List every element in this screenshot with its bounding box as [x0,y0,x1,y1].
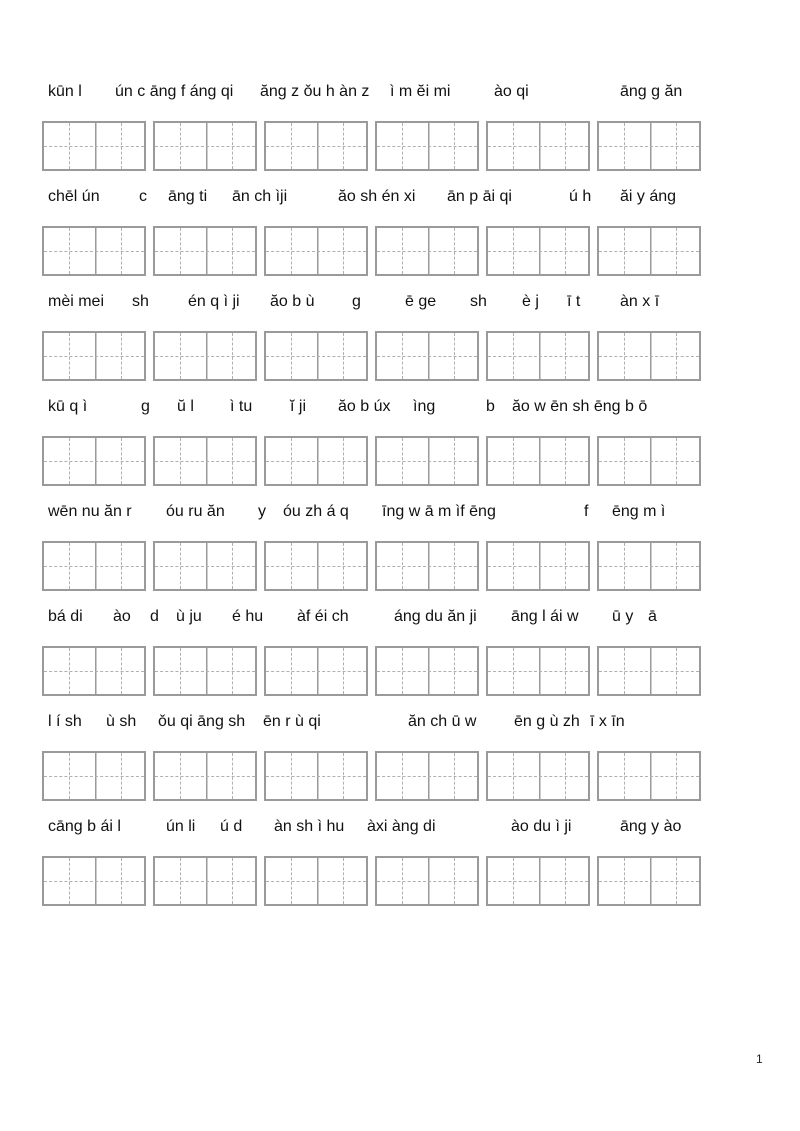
pinyin-segment: én q ì ji [188,293,240,310]
character-box-pair[interactable] [153,541,257,591]
character-box-pair[interactable] [153,856,257,906]
pinyin-segment: l í sh [48,713,82,730]
character-box-pair[interactable] [153,751,257,801]
character-box-pair[interactable] [486,331,590,381]
pinyin-segment: f [584,503,589,520]
pinyin-segment: sh [132,293,149,310]
pinyin-segment: ăi y áng [620,188,677,205]
character-box-pair[interactable] [42,331,146,381]
character-box-pair[interactable] [153,646,257,696]
character-box-pair[interactable] [486,541,590,591]
pinyin-segment: àxi àng di [367,818,436,835]
character-box-pair[interactable] [153,226,257,276]
character-box-pair[interactable] [375,856,479,906]
pinyin-segment: ăo w ēn sh ēng b ō [512,398,648,415]
pinyin-segment: bá di [48,608,83,625]
pinyin-segment: d [150,608,159,625]
pinyin-segment: ù ju [176,608,202,625]
pinyin-segment: ēn r ù qi [263,713,321,730]
pinyin-segment: è j [522,293,539,310]
pinyin-segment: áng du ăn ji [394,608,477,625]
pinyin-segment: ǒu qi āng sh [158,713,246,730]
pinyin-segment: āng g ăn [620,83,683,100]
pinyin-segment: ú d [220,818,243,835]
pinyin-segment: āng l ái w [511,608,579,625]
pinyin-segment: ī x īn [590,713,625,730]
pinyin-segment: ŭ l [177,398,194,415]
character-box-pair[interactable] [375,541,479,591]
pinyin-line [0,604,800,630]
character-box-pair[interactable] [375,121,479,171]
character-box-pair[interactable] [42,541,146,591]
character-box-pair[interactable] [597,331,701,381]
pinyin-line [0,184,800,210]
character-box-pair[interactable] [597,541,701,591]
pinyin-segment: óu ru ăn [166,503,225,520]
character-box-pair[interactable] [42,751,146,801]
pinyin-segment: ào du ì ji [511,818,572,835]
pinyin-segment: ì tu [230,398,253,415]
pinyin-segment: ān p āi qi [447,188,512,205]
pinyin-segment: ēn g ù zh [514,713,580,730]
pinyin-segment: ăo sh én xi [338,188,416,205]
pinyin-segment: ēng m ì [612,503,666,520]
pinyin-segment: wēn nu ăn r [48,503,132,520]
character-box-pair[interactable] [486,226,590,276]
character-box-pair[interactable] [264,541,368,591]
pinyin-segment: ún li [166,818,196,835]
character-box-pair[interactable] [486,121,590,171]
pinyin-segment: óu zh á q [283,503,349,520]
pinyin-segment: āng y ào [620,818,682,835]
pinyin-line [0,709,800,735]
pinyin-segment: ăo b ù [270,293,315,310]
character-box-pair[interactable] [375,436,479,486]
pinyin-segment: ĭ ji [290,398,306,415]
character-box-pair[interactable] [375,751,479,801]
character-box-pair[interactable] [42,121,146,171]
pinyin-segment: cāng b ái l [48,818,121,835]
pinyin-segment: āng ti [168,188,208,205]
character-box-pair[interactable] [264,856,368,906]
character-box-pair[interactable] [153,436,257,486]
pinyin-line [0,79,800,105]
pinyin-segment: ā [648,608,657,625]
character-box-pair[interactable] [264,226,368,276]
pinyin-segment: ào qi [494,83,529,100]
character-box-pair[interactable] [486,751,590,801]
character-box-pair[interactable] [264,121,368,171]
character-box-pair[interactable] [375,331,479,381]
character-box-pair[interactable] [597,751,701,801]
pinyin-segment: y [258,503,266,520]
pinyin-line [0,289,800,315]
character-box-pair[interactable] [153,331,257,381]
character-box-pair[interactable] [42,646,146,696]
character-box-pair[interactable] [264,436,368,486]
character-box-pair[interactable] [153,121,257,171]
pinyin-segment: ē ge [405,293,437,310]
character-box-pair[interactable] [597,856,701,906]
pinyin-segment: b [486,398,495,415]
pinyin-segment: é hu [232,608,264,625]
page-number: 1 [756,1052,763,1066]
pinyin-segment: ún c āng f áng qi [115,83,234,100]
pinyin-line [0,394,800,420]
character-box-pair[interactable] [486,856,590,906]
character-box-pair[interactable] [597,121,701,171]
character-box-pair[interactable] [264,331,368,381]
pinyin-segment: mèi mei [48,293,105,310]
character-box-pair[interactable] [597,436,701,486]
pinyin-segment: ăng z ǒu h àn z [260,83,370,100]
pinyin-segment: àn sh ì hu [274,818,345,835]
character-box-pair[interactable] [597,226,701,276]
pinyin-segment: chēl ún [48,188,100,205]
pinyin-segment: àn x ī [620,293,660,310]
pinyin-segment: kūn l [48,83,82,100]
pinyin-segment: īng w ā m ìf ēng [382,503,496,520]
pinyin-segment: ì m ĕi mi [390,83,451,100]
pinyin-segment: ī t [567,293,581,310]
pinyin-segment: ū y [612,608,634,625]
character-box-pair[interactable] [486,646,590,696]
pinyin-segment: ān ch ìji [232,188,288,205]
pinyin-segment: g [141,398,150,415]
pinyin-segment: ăn ch ū w [408,713,477,730]
pinyin-segment: àf éi ch [297,608,349,625]
pinyin-segment: c [139,188,147,205]
character-box-pair[interactable] [375,226,479,276]
character-box-pair[interactable] [264,646,368,696]
pinyin-segment: ăo b úx [338,398,391,415]
pinyin-segment: sh [470,293,487,310]
pinyin-line [0,814,800,840]
pinyin-segment: kū q ì [48,398,88,415]
character-box-pair[interactable] [264,751,368,801]
character-box-pair[interactable] [375,646,479,696]
character-box-pair[interactable] [42,856,146,906]
pinyin-segment: ào [113,608,131,625]
pinyin-segment: ù sh [106,713,137,730]
character-box-pair[interactable] [597,646,701,696]
pinyin-segment: ú h [569,188,592,205]
character-box-pair[interactable] [486,436,590,486]
character-box-pair[interactable] [42,436,146,486]
pinyin-segment: g [352,293,361,310]
pinyin-segment: ìng [413,398,436,415]
pinyin-line [0,499,800,525]
character-box-pair[interactable] [42,226,146,276]
